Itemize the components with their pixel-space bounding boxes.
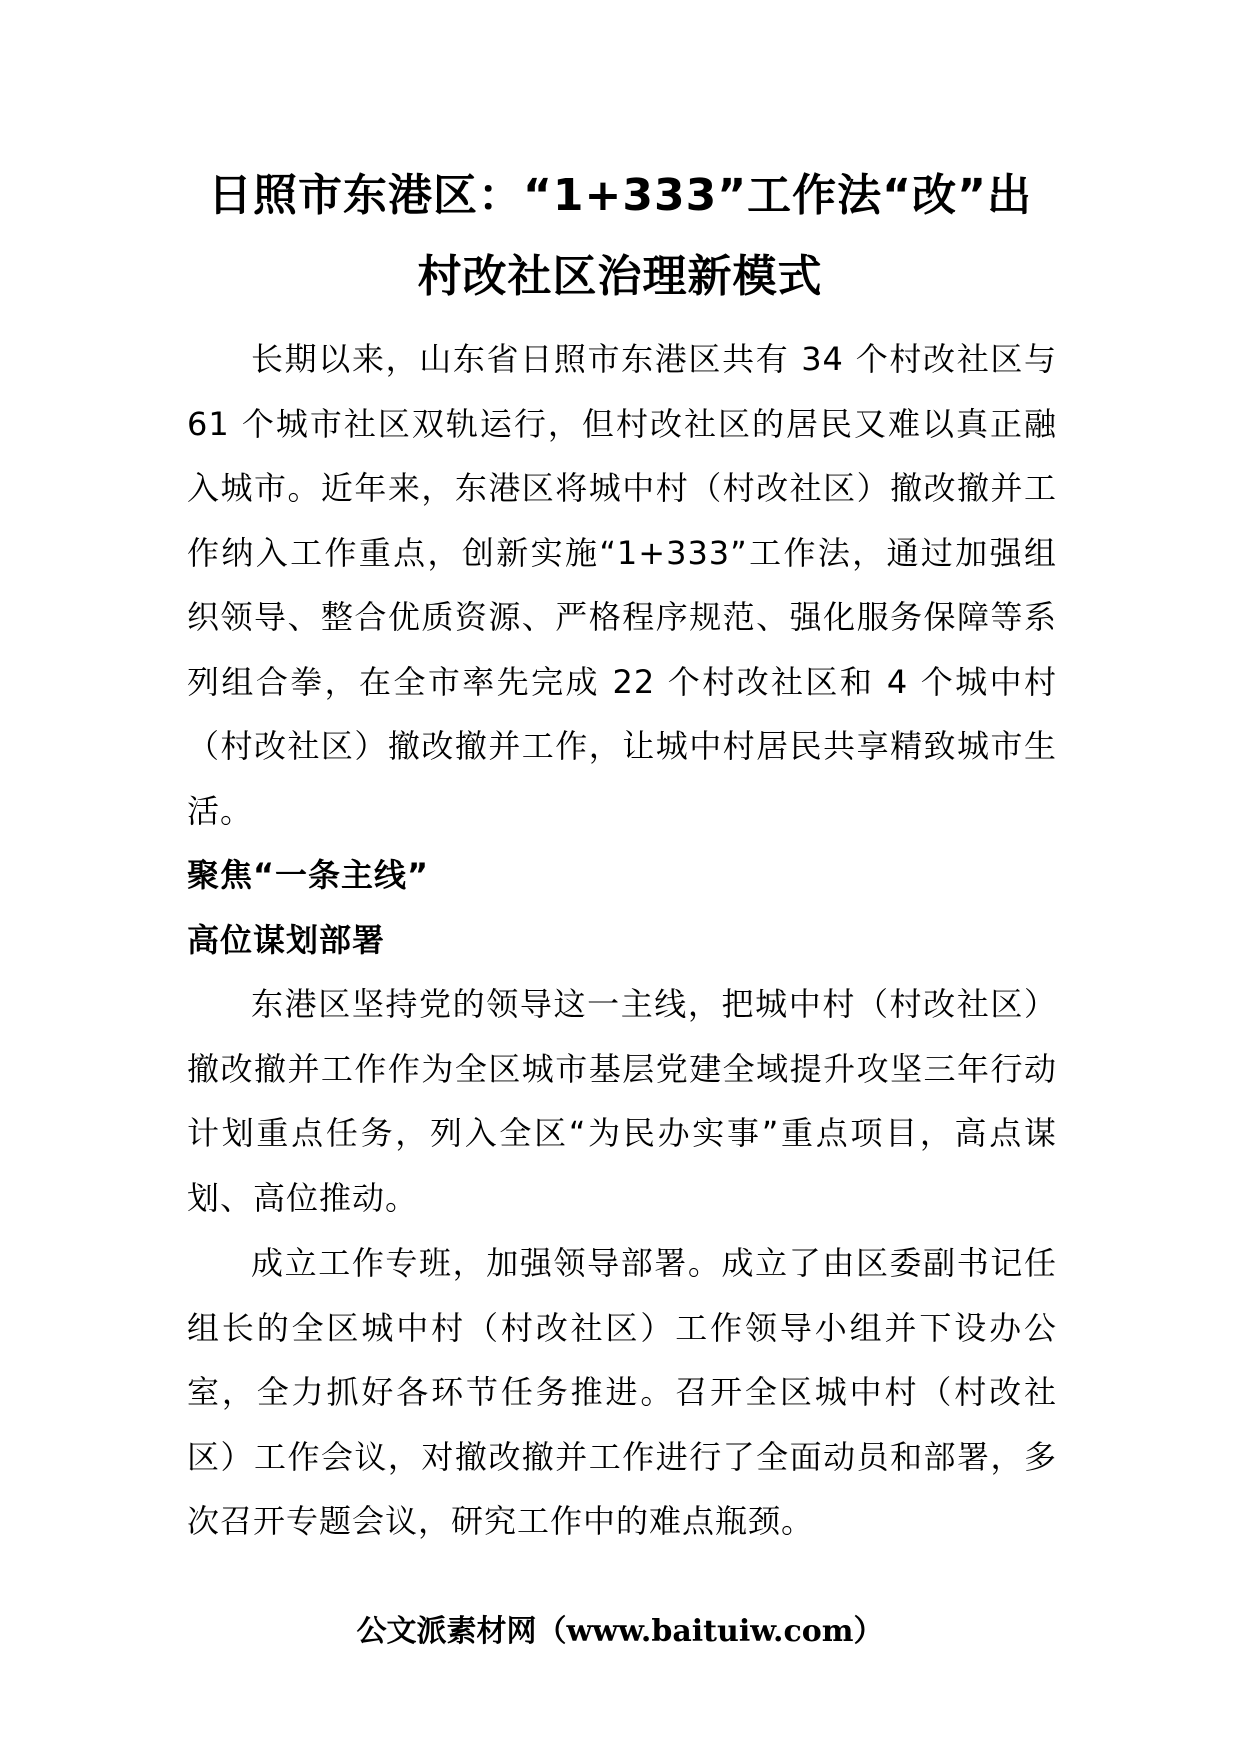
body-paragraph-1 xyxy=(187,327,1057,843)
paragraph-text: 成立工作专班，加强领导部署。成立了由区委副书记任组长的全区城中村（村改社区）工作领导小组并下设办公室，全力抓好各环节任务推进。召开全区城中村（村改社区）工作会议，对撤改撤并工作进行了全面动员和部署，多次召开专题会议，研究工作中的难点瓶颈。 xyxy=(187,1244,1057,1540)
section-heading-1 xyxy=(187,843,1057,908)
section-heading-2 xyxy=(187,908,1057,973)
heading-text: 高位谋划部署 xyxy=(187,921,386,959)
document-title-line-1: 日照市东港区：“1+333”工作法“改”出 xyxy=(208,170,1032,221)
body-paragraph-3 xyxy=(187,1231,1057,1554)
body-paragraph-2 xyxy=(187,972,1057,1230)
heading-text: 聚焦“一条主线” xyxy=(187,856,430,894)
footer-watermark: 公文派素材网（www.baituiw.com） xyxy=(356,1614,884,1649)
document-title-line-2: 村改社区治理新模式 xyxy=(417,251,823,302)
paragraph-text: 东港区坚持党的领导这一主线，把城中村（村改社区）撤改撤并工作作为全区城市基层党建全域提升攻坚三年行动计划重点任务，列入全区“为民办实事”重点项目，高点谋划、高位推动。 xyxy=(187,985,1057,1217)
paragraph-text: 长期以来，山东省日照市东港区共有 34 个村改社区与 61 个城市社区双轨运行，但村改社区的居民又难以真正融入城市。近年来，东港区将城中村（村改社区）撤改撤并工作纳入工作重点，创新实施“1+333”工作法，通过加强组织领导、整合优质资源、严格程序规范、强化服务保障等系列组合拳，在全市率先完成 22 个村改社区和 4 个城中村（村改社区）撤改撤并工作，让城中村居民共享精致城市生活。 xyxy=(187,340,1057,830)
